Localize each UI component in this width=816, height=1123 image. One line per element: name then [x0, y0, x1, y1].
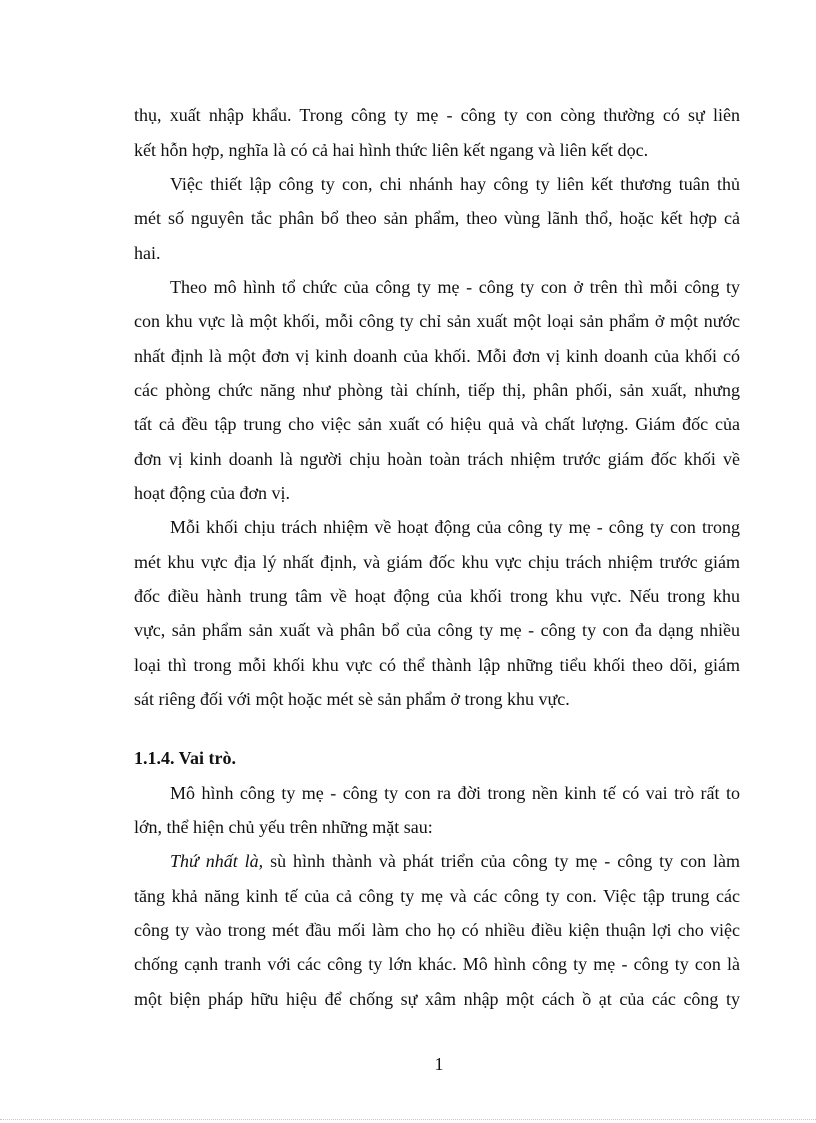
- text-line: Theo mô hình tổ chức của công ty mẹ - công ty con ở trên thì mỗi công ty: [170, 277, 740, 297]
- text-line: Mỗi khối chịu trách nhiệm về hoạt động của công ty mẹ - công ty con trong: [170, 517, 740, 537]
- text-line: Mô hình công ty mẹ - công ty con ra đời trong nền kinh tế có vai trò rất to: [170, 783, 740, 803]
- text-line: chống cạnh tranh với các công ty lớn khác. Mô hình công ty mẹ - công ty con là: [134, 954, 740, 974]
- text-line: [170, 850, 740, 872]
- text-line: kết hỗn hợp, nghĩa là có cả hai hình thức liên kết ngang và liên kết dọc.: [134, 140, 649, 160]
- text-line: các phòng chức năng như phòng tài chính, tiếp thị, phân phối, sản xuất, nhưng: [134, 380, 740, 400]
- text-line: đơn vị kinh doanh là người chịu hoàn toàn trách nhiệm trước giám đốc khối về: [134, 449, 740, 469]
- text-line: con khu vực là một khối, mỗi công ty chỉ sản xuất một loại sản phẩm ở một nước: [134, 311, 740, 331]
- page-number: 1: [434, 1054, 444, 1074]
- text-line: mét số nguyên tắc phân bổ theo sản phẩm, theo vùng lãnh thổ, hoặc kết hợp cả: [134, 208, 740, 228]
- text-line: loại thì trong mỗi khối khu vực có thể thành lập những tiểu khối theo dõi, giám: [134, 655, 740, 675]
- text-line: đốc điều hành trung tâm về hoạt động của khối trong khu vực. Nếu trong khu: [134, 586, 740, 606]
- text-line: hai.: [134, 243, 161, 263]
- italic-lead: Thứ nhất là,: [170, 851, 264, 871]
- text-line: tất cả đều tập trung cho việc sản xuất có hiệu quả và chất lượng. Giám đốc của: [134, 414, 740, 434]
- text-line: lớn, thể hiện chủ yếu trên những mặt sau:: [134, 817, 433, 837]
- text-line: vực, sản phẩm sản xuất và phân bổ của công ty mẹ - công ty con đa dạng nhiều: [134, 620, 740, 640]
- text-line: Việc thiết lập công ty con, chi nhánh hay công ty liên kết thương tuân thủ: [170, 174, 740, 194]
- text-line: thụ, xuất nhập khẩu. Trong công ty mẹ - công ty con còng thường có sự liên: [134, 105, 740, 125]
- section-heading: 1.1.4. Vai trò.: [134, 748, 237, 768]
- text-line: hoạt động của đơn vị.: [134, 483, 290, 503]
- text-line: tăng khả năng kinh tế của cả công ty mẹ và các công ty con. Việc tập trung các: [134, 886, 740, 906]
- text-line: mét khu vực địa lý nhất định, và giám đốc khu vực chịu trách nhiệm trước giám: [134, 552, 740, 572]
- text-line: công ty vào trong mét đầu mối làm cho họ có nhiều điều kiện thuận lợi cho việc: [134, 920, 740, 940]
- text-line: sát riêng đối với một hoặc mét sè sản phẩm ở trong khu vực.: [134, 689, 570, 709]
- page-bottom-divider: [0, 1119, 816, 1120]
- text-line: một biện pháp hữu hiệu để chống sự xâm nhập một cách ồ ạt của các công ty: [134, 989, 740, 1009]
- text-line-rest: sù hình thành và phát triển của công ty mẹ - công ty con làm: [263, 851, 740, 871]
- text-line: nhất định là một đơn vị kinh doanh của khối. Mỗi đơn vị kinh doanh của khối có: [134, 346, 740, 366]
